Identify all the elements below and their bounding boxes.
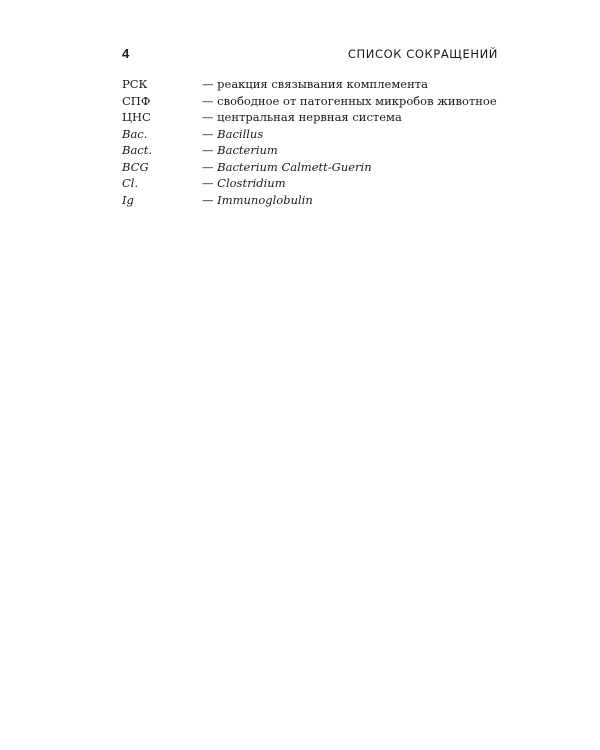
- abbreviation-definition: — реакция связывания комплемента: [202, 77, 428, 91]
- abbreviation-definition: — Bacterium: [202, 143, 278, 157]
- abbreviation-row: [122, 126, 502, 143]
- abbreviation-term: РСК: [122, 77, 148, 91]
- abbreviation-row: [122, 159, 502, 176]
- page-number: 4: [122, 46, 130, 61]
- abbreviation-definition: — центральная нервная система: [202, 110, 402, 124]
- abbreviation-term: СПФ: [122, 93, 151, 108]
- abbreviation-definition: — свободное от патогенных микробов животное: [202, 93, 497, 108]
- abbreviation-term: Ig: [122, 192, 134, 207]
- abbreviation-term: ЦНС: [122, 110, 151, 124]
- abbreviation-definition: — Bacterium Calmett-Guerin: [202, 159, 372, 174]
- abbreviation-definition: — Immunoglobulin: [202, 192, 313, 207]
- abbreviation-row: [122, 142, 502, 159]
- page-header: [122, 46, 498, 66]
- abbreviation-term: Bac.: [122, 126, 148, 141]
- abbreviation-definition: — Clostridium: [202, 176, 286, 190]
- abbreviation-list: [122, 76, 502, 208]
- abbreviation-row: [122, 93, 502, 110]
- abbreviation-row: [122, 192, 502, 209]
- abbreviation-row: [122, 175, 502, 192]
- abbreviation-row: [122, 76, 502, 93]
- abbreviation-term: Bact.: [122, 143, 153, 157]
- abbreviation-term: BCG: [122, 159, 149, 174]
- abbreviation-row: [122, 109, 502, 126]
- abbreviation-definition: — Bacillus: [202, 126, 264, 141]
- running-title: СПИСОК СОКРАЩЕНИЙ: [347, 47, 498, 61]
- abbreviation-term: Cl.: [122, 176, 139, 190]
